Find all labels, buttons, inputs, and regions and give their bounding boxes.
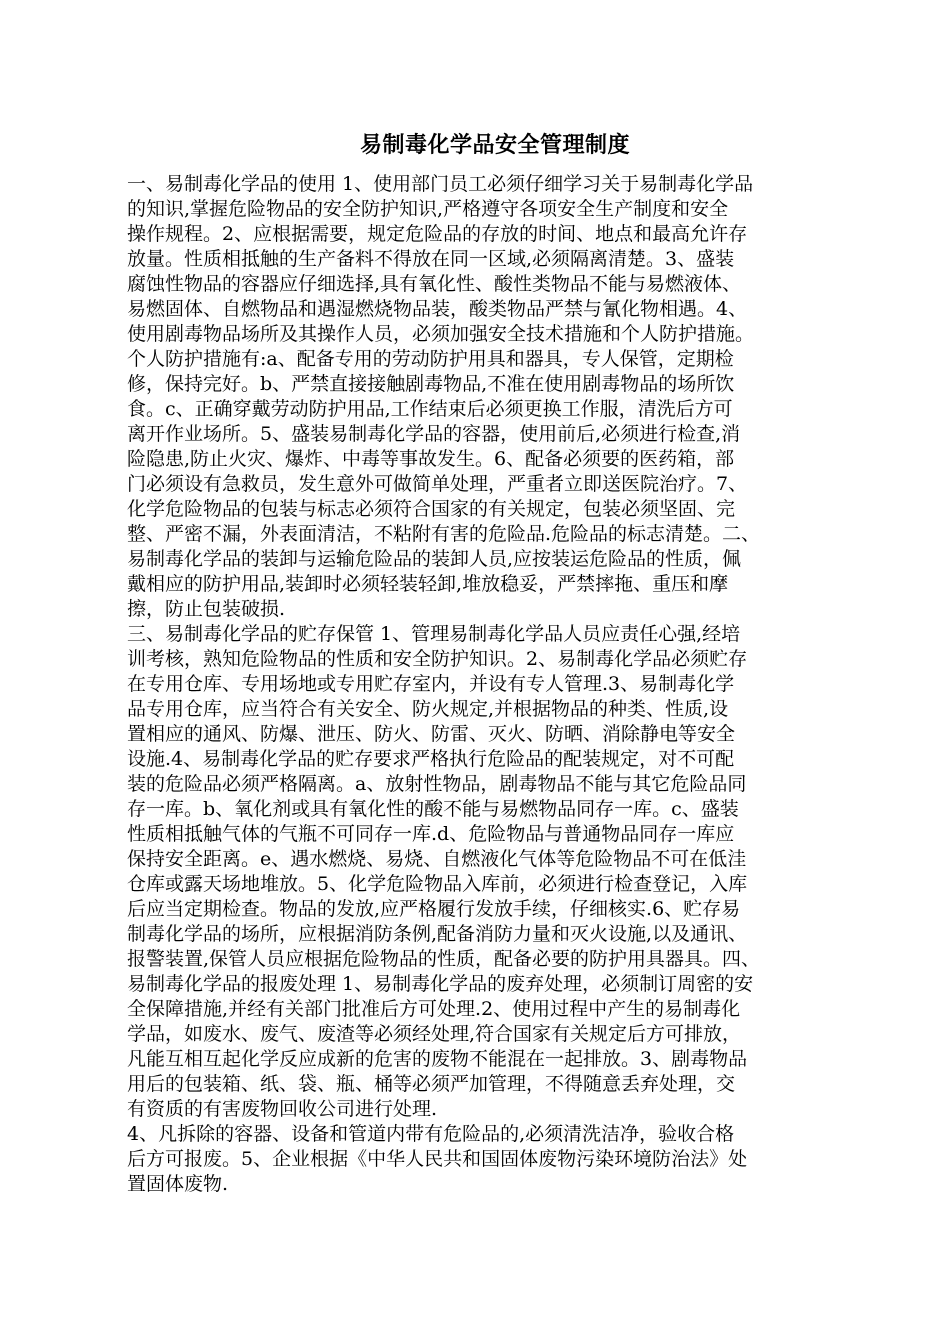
body-line: 放量。性质相抵触的生产备料不得放在同一区域,必须隔离清楚。3、盛装 [127,248,735,270]
body-line: 置相应的通风、防爆、泄压、防火、防雷、灭火、防晒、消除静电等安全 [127,723,736,745]
body-line: 腐蚀性物品的容器应仔细选择,具有氧化性、酸性类物品不能与易燃液体、 [127,273,742,295]
body-line: 一、易制毒化学品的使用 1、使用部门员工必须仔细学习关于易制毒化学品 [127,173,754,195]
body-line: 制毒化学品的场所，应根据消防条例,配备消防力量和灭火设施,以及通讯、 [127,923,748,945]
body-line: 险隐患,防止火灾、爆炸、中毒等事故发生。6、配备必须要的医药箱，部 [127,448,735,470]
body-line: 操作规程。2、应根据需要，规定危险品的存放的时间、地点和最高允许存 [127,223,748,245]
body-line: 门必须设有急救员，发生意外可做简单处理，严重者立即送医院治疗。7、 [127,473,748,495]
body-line: 三、易制毒化学品的贮存保管 1、管理易制毒化学品人员应责任心强,经培 [127,623,741,645]
body-line: 戴相应的防护用品,装卸时必须轻装轻卸,堆放稳妥，严禁摔拖、重压和摩 [127,573,729,595]
body-line: 品专用仓库，应当符合有关安全、防火规定,并根据物品的种类、性质,设 [127,698,729,720]
body-line: 用后的包装箱、纸、袋、瓶、桶等必须严加管理，不得随意丢弃处理，交 [127,1073,736,1095]
body-line: 保持安全距离。e、遇水燃烧、易烧、自燃液化气体等危险物品不可在低洼 [127,848,747,870]
body-line: 食。c、正确穿戴劳动防护用品,工作结束后必须更换工作服，清洗后方可 [127,398,733,420]
body-line: 易燃固体、自燃物品和遇湿燃烧物品装，酸类物品严禁与氰化物相遇。4、 [127,298,748,320]
body-line: 有资质的有害废物回收公司进行处理. [127,1098,438,1120]
body-line: 装的危险品必须严格隔离。a、放射性物品，剧毒物品不能与其它危险品同 [127,773,747,795]
body-line: 仓库或露天场地堆放。5、化学危险物品入库前，必须进行检查登记，入库 [127,873,748,895]
body-line: 后方可报废。5、企业根据《中华人民共和国固体废物污染环境防治法》处 [127,1148,748,1170]
body-line: 使用剧毒物品场所及其操作人员，必须加强安全技术措施和个人防护措施。 [127,323,755,345]
body-line: 报警装置,保管人员应根据危险物品的性质，配备必要的防护用具器具。四、 [127,948,761,970]
body-line: 性质相抵触气体的气瓶不可同存一库.d、危险物品与普通物品同存一库应 [127,823,735,845]
body-line: 后应当定期检查。物品的发放,应严格履行发放手续，仔细核实.6、贮存易 [127,898,741,920]
body-line: 修，保持完好。b、严禁直接接触剧毒物品,不准在使用剧毒物品的场所饮 [127,373,735,395]
body-line: 的知识,掌握危险物品的安全防护知识,严格遵守各项安全生产制度和安全 [127,198,729,220]
body-line: 离开作业场所。5、盛装易制毒化学品的容器，使用前后,必须进行检查,消 [127,423,741,445]
body-line: 在专用仓库、专用场地或专用贮存室内，并设有专人管理.3、易制毒化学 [127,673,735,695]
body-line: 化学危险物品的包装与标志必须符合国家的有关规定，包装必须坚固、完 [127,498,736,520]
body-line: 设施.4、易制毒化学品的贮存要求严格执行危险品的配装规定，对不可配 [127,748,735,770]
body-line: 全保障措施,并经有关部门批准后方可处理.2、使用过程中产生的易制毒化 [127,998,741,1020]
body-line: 易制毒化学品的装卸与运输危险品的装卸人员,应按装运危险品的性质，佩 [127,548,742,570]
document-title: 易制毒化学品安全管理制度 [359,133,630,158]
body-line: 存一库。b、氧化剂或具有氧化性的酸不能与易燃物品同存一库。c、盛装 [127,798,739,820]
body-line: 个人防护措施有:a、配备专用的劳动防护用具和器具，专人保管，定期检 [127,348,734,370]
body-line: 易制毒化学品的报废处理 1、易制毒化学品的废弃处理，必须制订周密的安 [127,973,754,995]
document-body [127,172,872,1197]
body-line: 置固体废物. [127,1173,229,1195]
body-line: 4、凡拆除的容器、设备和管道内带有危险品的,必须清洗洁净，验收合格 [127,1123,735,1145]
body-line: 整、严密不漏，外表面清洁，不粘附有害的危险品.危险品的标志清楚。二、 [127,523,761,545]
body-line: 凡能互相互起化学反应成新的危害的废物不能混在一起排放。3、剧毒物品 [127,1048,748,1070]
body-line: 学品，如废水、废气、废渣等必须经处理,符合国家有关规定后方可排放， [127,1023,742,1045]
body-line: 擦，防止包装破损. [127,598,286,620]
body-line: 训考核，熟知危险物品的性质和安全防护知识。2、易制毒化学品必须贮存 [127,648,748,670]
